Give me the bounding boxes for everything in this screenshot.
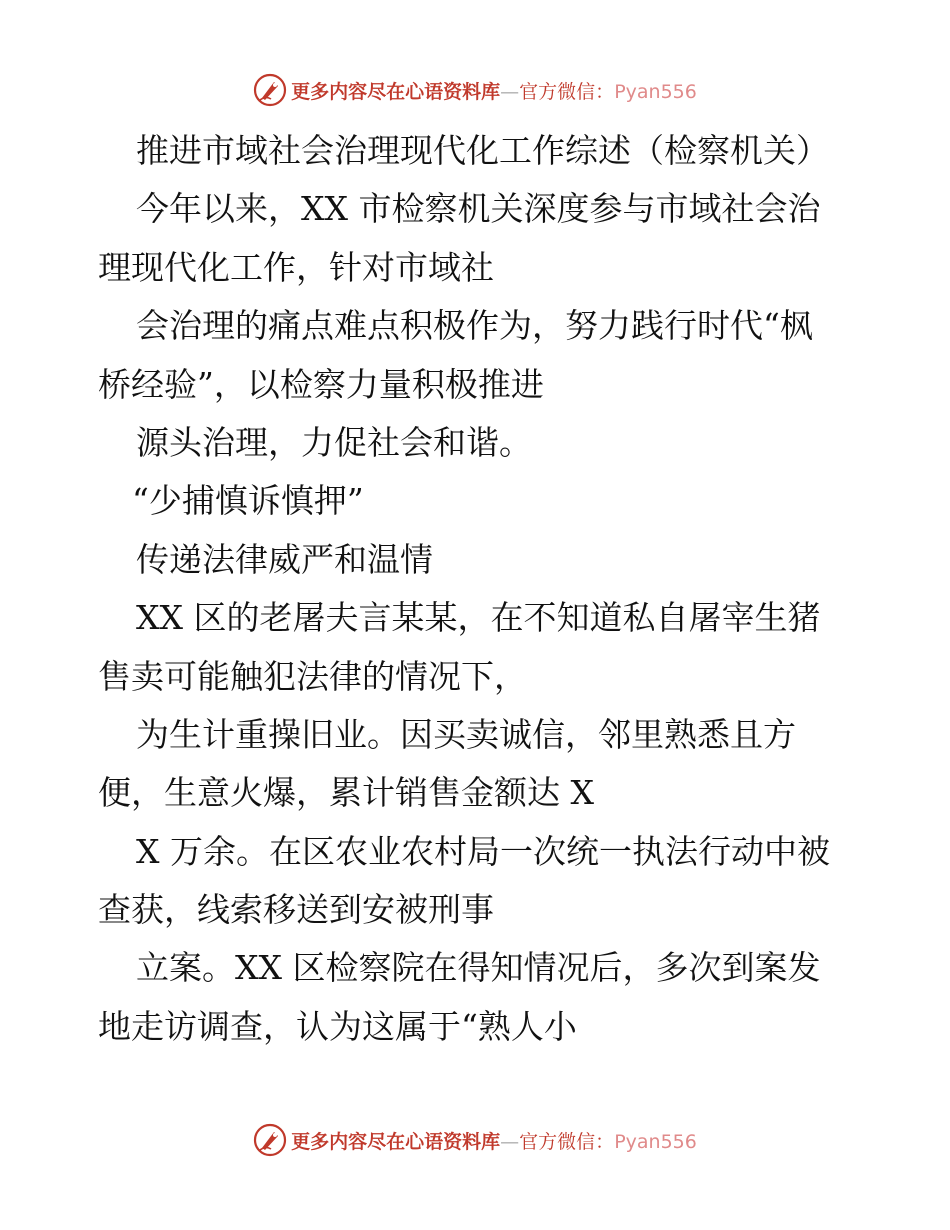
watermark-wechat-label: 官方微信： xyxy=(519,80,615,103)
paragraph-line: “少捕慎诉慎押” xyxy=(132,481,364,521)
pen-nib-logo-icon xyxy=(253,1123,287,1157)
watermark-wechat-id: Pyan556 xyxy=(614,80,697,103)
paragraph-line: 查获，线索移送到安被刑事 xyxy=(98,890,494,930)
watermark-separator: — xyxy=(500,1130,520,1153)
watermark-text xyxy=(291,1127,697,1154)
header-watermark xyxy=(0,70,950,110)
paragraph-line: 为生计重操旧业。因买卖诚信，邻里熟悉且方 xyxy=(136,714,796,754)
watermark-main-text: 更多内容尽在心语资料库 xyxy=(291,80,501,103)
paragraph-line: 便，生意火爆，累计销售金额达 X xyxy=(98,773,594,813)
watermark-wechat-label: 官方微信： xyxy=(519,1130,615,1153)
paragraph-line: 今年以来，XX 市检察机关深度参与市域社会治 xyxy=(136,189,821,229)
watermark-text xyxy=(291,77,697,104)
footer-watermark xyxy=(0,1120,950,1160)
watermark-main-text: 更多内容尽在心语资料库 xyxy=(291,1130,501,1153)
paragraph-line: 立案。XX 区检察院在得知情况后，多次到案发 xyxy=(136,948,821,988)
pen-nib-logo-icon xyxy=(253,73,287,107)
paragraph-line: 地走访调查，认为这属于“熟人小 xyxy=(98,1006,577,1046)
document-body xyxy=(98,122,878,1056)
paragraph-line: 源头治理，力促社会和谐。 xyxy=(136,422,532,462)
paragraph-line: 理现代化工作，针对市域社 xyxy=(98,247,494,287)
paragraph-line: X 万余。在区农业农村局一次统一执法行动中被 xyxy=(136,831,830,871)
paragraph-line: 会治理的痛点难点积极作为，努力践行时代“枫 xyxy=(136,306,813,346)
paragraph-line: XX 区的老屠夫言某某，在不知道私自屠宰生猪 xyxy=(136,598,821,638)
paragraph-line: 桥经验”，以检察力量积极推进 xyxy=(98,364,544,404)
watermark-wechat-id: Pyan556 xyxy=(614,1130,697,1153)
watermark-separator: — xyxy=(500,80,520,103)
paragraph-line: 传递法律威严和温情 xyxy=(136,539,433,579)
paragraph-line: 售卖可能触犯法律的情况下， xyxy=(98,656,527,696)
paragraph-line: 推进市域社会治理现代化工作综述（检察机关） xyxy=(136,131,829,170)
